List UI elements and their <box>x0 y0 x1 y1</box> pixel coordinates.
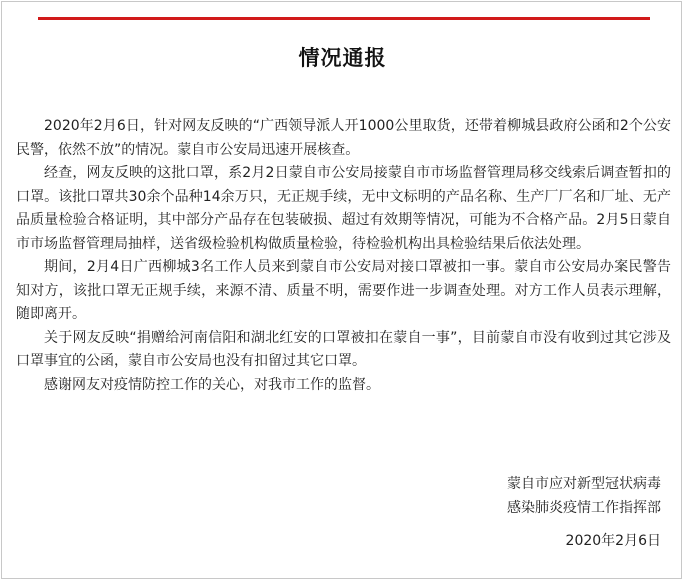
red-header-rule <box>38 17 650 20</box>
paragraph-1: 2020年2月6日，针对网友反映的“广西领导派人开1000公里取货，还带着柳城县政府公函和2个公安民警，依然不放”的情况。蒙自市公安局迅速开展核查。 <box>16 118 671 158</box>
notice-body <box>16 115 671 397</box>
issuer-line-1: 蒙自市应对新型冠状病毒 <box>507 476 661 492</box>
issuer-line-2: 感染肺炎疫情工作指挥部 <box>507 499 661 516</box>
paragraph-5: 感谢网友对疫情防控工作的关心，对我市工作的监督。 <box>44 376 380 393</box>
paragraph-3: 期间，2月4日广西柳城3名工作人员来到蒙自市公安局对接口罩被扣一事。蒙自市公安局办案民警告知对方，该批口罩无正规手续，来源不清、质量不明，需要作进一步调查处理。对方工作人员表示理解，随即离开。 <box>16 259 671 322</box>
issue-date: 2020年2月6日 <box>565 533 661 549</box>
signoff-block <box>401 473 661 554</box>
notice-frame <box>1 1 682 579</box>
paragraph-4: 关于网友反映“捐赠给河南信阳和湖北红安的口罩被扣在蒙自一事”，目前蒙自市没有收到过其它涉及口罩事宜的公函，蒙自市公安局也没有扣留过其它口罩。 <box>16 329 671 369</box>
notice-title: 情况通报 <box>298 46 387 70</box>
paragraph-2: 经查，网友反映的这批口罩，系2月2日蒙自市公安局接蒙自市市场监督管理局移交线索后调查暂扣的口罩。该批口罩共30余个品种14余万只，无正规手续，无中文标明的产品名称、生产厂厂名和厂址、无产品质量检验合格证明，其中部分产品存在包装破损、超过有效期等情况，可能为不合格产品。2月5日蒙自市市场监督管理局抽样，送省级检验机构做质量检验，待检验机构出具检验结果后依法处理。 <box>16 165 671 252</box>
